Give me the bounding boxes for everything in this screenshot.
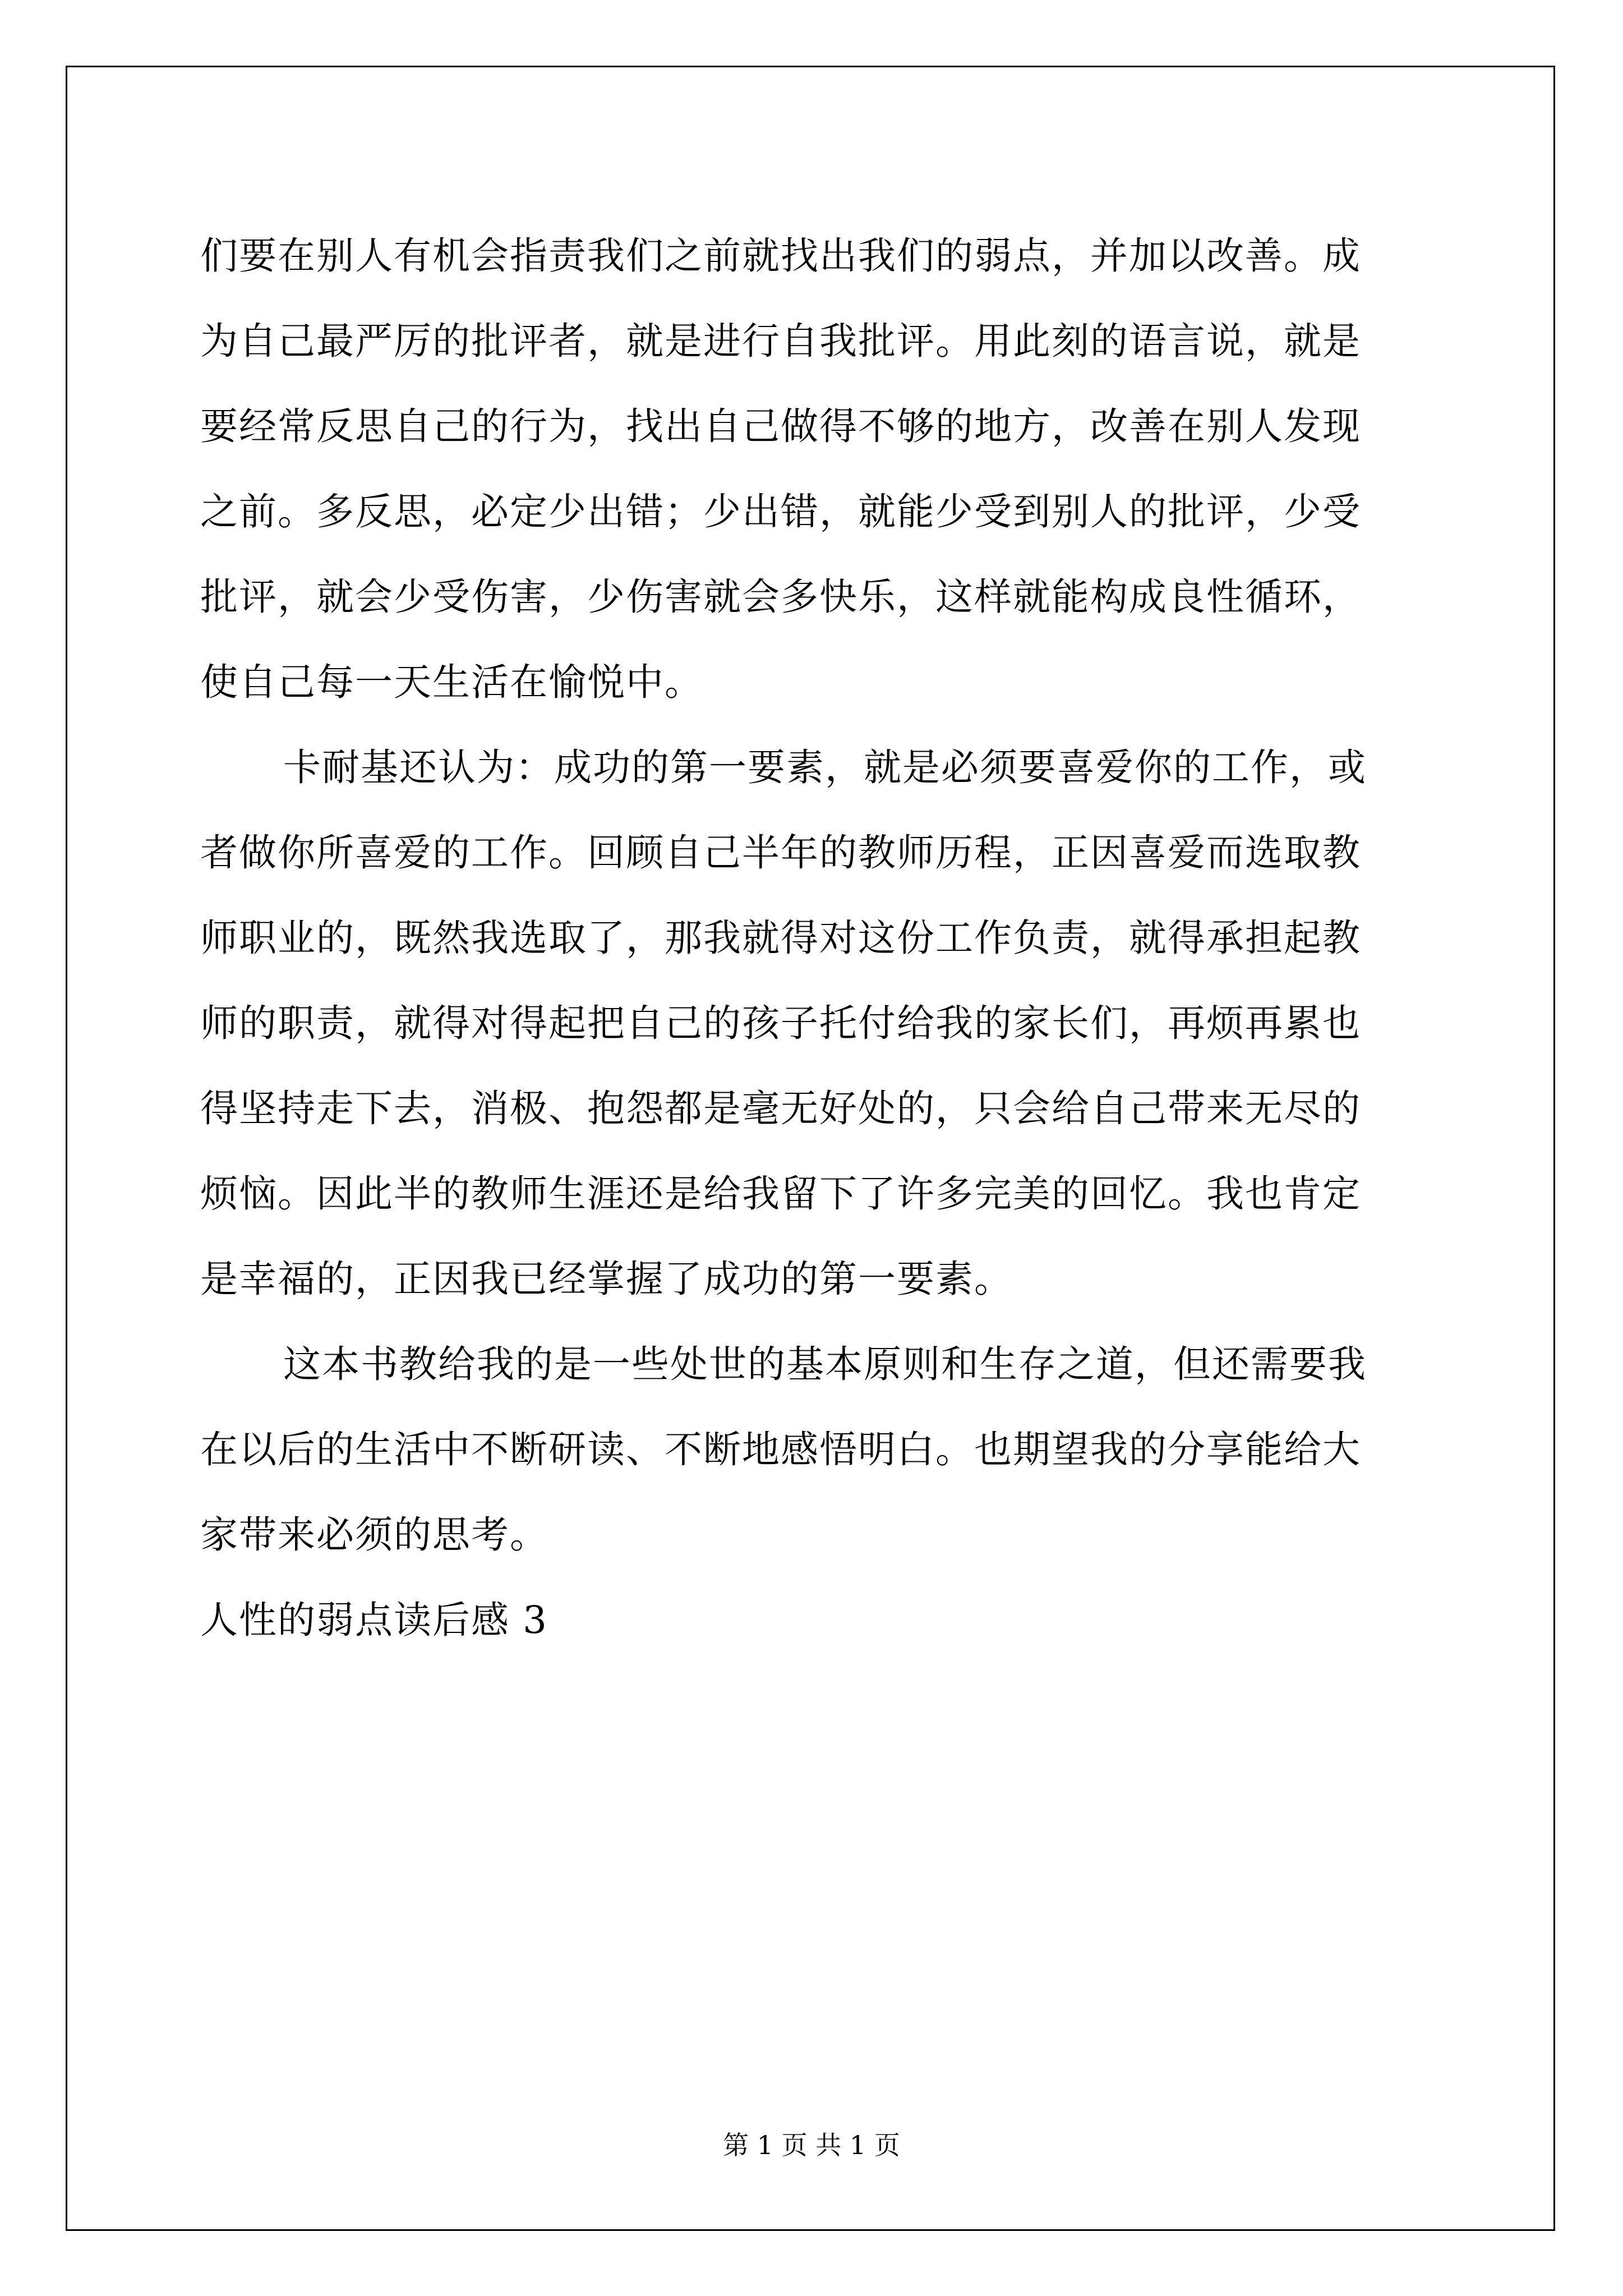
page-footer: 第 1 页 共 1 页	[723, 2130, 900, 2160]
text-line: 烦恼。因此半的教师生涯还是给我留下了许多完美的回忆。我也肯定	[200, 1172, 1361, 1216]
text-line: 师的职责，就得对得起把自己的孩子托付给我的家长们，再烦再累也	[200, 1001, 1361, 1045]
text-line: 这本书教给我的是一些处世的基本原则和生存之道，但还需要我	[283, 1342, 1367, 1386]
text-line: 在以后的生活中不断研读、不断地感悟明白。也期望我的分享能给大	[200, 1428, 1361, 1471]
text-line: 使自己每一天生活在愉悦中。	[200, 660, 703, 704]
text-line: 卡耐基还认为：成功的第一要素，就是必须要喜爱你的工作，或	[283, 746, 1367, 789]
document-body	[200, 213, 1428, 1663]
text-line: 家带来必须的思考。	[200, 1513, 548, 1557]
paragraph-2	[200, 725, 1428, 1322]
text-line: 者做你所喜爱的工作。回顾自己半年的教师历程，正因喜爱而选取教	[200, 831, 1361, 875]
text-line: 们要在别人有机会指责我们之前就找出我们的弱点，并加以改善。成	[200, 234, 1361, 278]
text-line: 批评，就会少受伤害，少伤害就会多快乐，这样就能构成良性循环，	[200, 575, 1361, 619]
text-line: 得坚持走下去，消极、抱怨都是毫无好处的，只会给自己带来无尽的	[200, 1087, 1361, 1130]
text-line: 是幸福的，正因我已经掌握了成功的第一要素。	[200, 1257, 1013, 1301]
paragraph-1	[200, 213, 1428, 725]
section-heading: 人性的弱点读后感 3	[200, 1598, 548, 1642]
text-line: 师职业的，既然我选取了，那我就得对这份工作负责，就得承担起教	[200, 916, 1361, 960]
text-line: 之前。多反思，必定少出错；少出错，就能少受到别人的批评，少受	[200, 490, 1361, 533]
paragraph-3	[200, 1322, 1428, 1577]
text-line: 要经常反思自己的行为，找出自己做得不够的地方，改善在别人发现	[200, 404, 1361, 448]
text-line: 为自己最严厉的批评者，就是进行自我批评。用此刻的语言说，就是	[200, 319, 1361, 363]
